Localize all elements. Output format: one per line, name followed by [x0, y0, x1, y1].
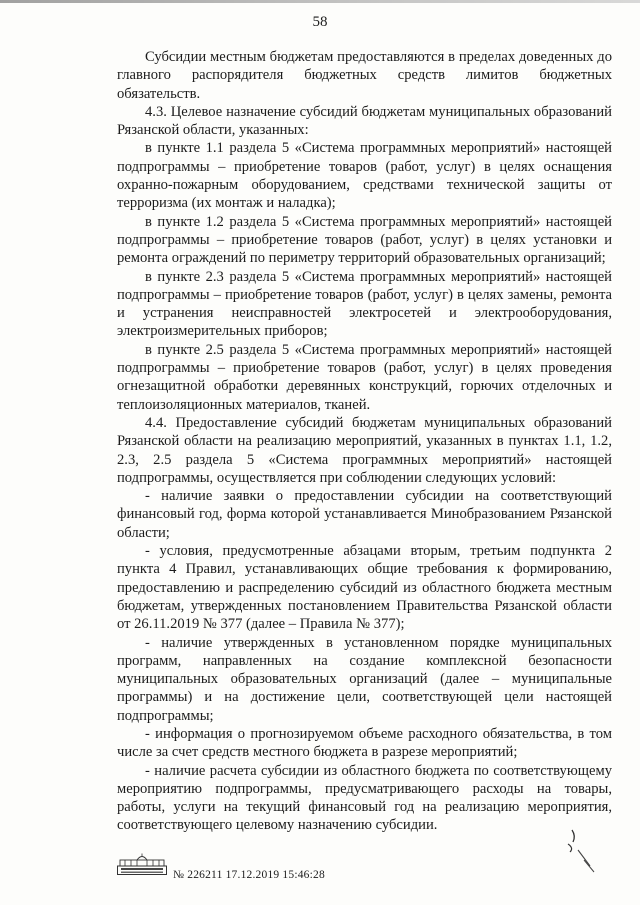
paragraph-condition-subsidy-calculation: - наличие расчета субсидии из областного бюджета по соответствующему мероприятию подпрограммы, предусматривающего расходы на товары, работы, услуги на текущий финансовый год на реализацию мероприятия, соответствующего целевому назначению субсидии.: [117, 762, 612, 834]
paragraph-condition-rules-377: - условия, предусмотренные абзацами вторым, третьим подпункта 2 пункта 4 Правил, устанавливающих общие требования к формированию, предоставлению и распределению субсидий из областного бюджета местным бюджетам, утвержденных постановлением Правительства Рязанской области от 26.11.2019 № 377 (далее – Правила № 377);: [117, 543, 612, 633]
paragraph-item-1-1: в пункте 1.1 раздела 5 «Система программных мероприятий» настоящей подпрограммы – приобретение товаров (работ, услуг) в целях оснащения охранно-пожарным оборудованием, средствами технической защиты от терроризма (их монтаж и наладка);: [117, 140, 612, 212]
paragraph-condition-application: - наличие заявки о предоставлении субсидии на соответствующий финансовый год, форма которой устанавливается Минобразованием Рязанской области;: [117, 488, 612, 541]
page-number: 58: [312, 14, 328, 30]
paragraph-budget-limits: Субсидии местным бюджетам предоставляются в пределах доведенных до главного распорядителя бюджетных средств лимитов бюджетных обязательств.: [117, 49, 612, 102]
paragraph-condition-expense-info: - информация о прогнозируемом объеме расходного обязательства, в том числе за счет средств местного бюджета в разрезе мероприятий;: [117, 725, 612, 761]
paragraph-item-2-5: в пункте 2.5 раздела 5 «Система программных мероприятий» настоящей подпрограммы – приобретение товаров (работ, услуг) в целях проведения огнезащитной обработки деревянных конструкций, горючих отделочных и теплоизоляционных материалов, тканей.: [117, 341, 612, 413]
paragraph-item-2-3: в пункте 2.3 раздела 5 «Система программных мероприятий» настоящей подпрограммы – приобретение товаров (работ, услуг) в целях замены, ремонта и устранения неисправностей электросетей и электрооборудования, электроизмерительных приборов;: [117, 268, 612, 340]
document-body: [117, 48, 612, 835]
paragraph-4-4-conditions: 4.4. Предоставление субсидий бюджетам муниципальных образований Рязанской области на реализацию мероприятий, указанных в пунктах 1.1, 1.2, 2.3, 2.5 раздела 5 «Система программных мероприятий» настоящей подпрограммы, осуществляется при соблюдении следующих условий:: [117, 414, 612, 486]
scan-edge: [0, 0, 640, 3]
building-stamp-logo: [117, 853, 167, 875]
handwritten-mark: [560, 826, 600, 874]
paragraph-condition-municipal-programs: - наличие утвержденных в установленном порядке муниципальных программ, направленных на создание комплексной безопасности муниципальных образовательных организаций (далее – муниципальные программы) и на достижение цели, соответствующей цели настоящей подпрограммы;: [117, 634, 612, 724]
paragraph-item-1-2: в пункте 1.2 раздела 5 «Система программных мероприятий» настоящей подпрограммы – приобретение товаров (работ, услуг) в целях установки и ремонта ограждений по периметру территорий образовательных организаций;: [117, 213, 612, 267]
paragraph-4-3-heading: 4.3. Целевое назначение субсидий бюджетам муниципальных образований Рязанской области, указанных:: [117, 103, 612, 139]
document-registration-code: № 226211 17.12.2019 15:46:28: [173, 869, 325, 881]
